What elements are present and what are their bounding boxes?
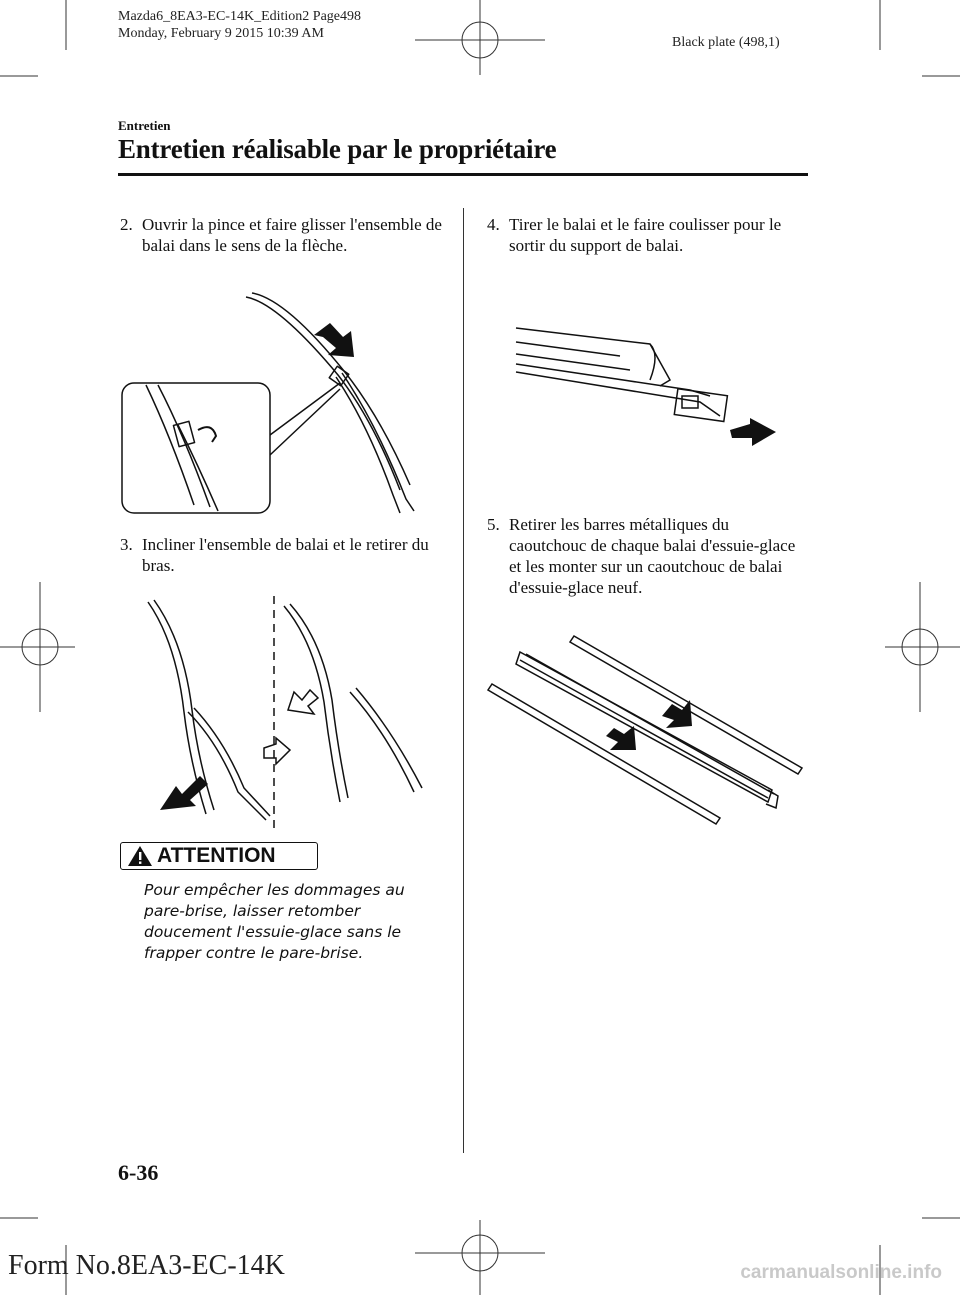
plate-info: Black plate (498,1) (672, 35, 780, 50)
step-2 (120, 214, 450, 256)
step-3 (120, 534, 450, 576)
figure-remove-blade (118, 592, 438, 832)
step-text: Ouvrir la pince et faire glisser l'ensemble de balai dans le sens de la flèche. (142, 215, 442, 255)
step-number: 3. (120, 535, 133, 554)
step-text: Retirer les barres métalliques du caoutchouc de chaque balai d'essuie-glace et les monter sur un caoutchouc de balai d'essuie-glace neuf. (509, 515, 796, 597)
watermark: carmanualsonline.info (740, 1262, 942, 1283)
page-number: 6-36 (118, 1160, 159, 1185)
figure-unclip-blade (118, 285, 438, 525)
date-info: Monday, February 9 2015 10:39 AM (118, 26, 324, 41)
step-number: 4. (487, 215, 500, 234)
step-number: 5. (487, 515, 500, 534)
step-text: Tirer le balai et le faire coulisser pour le sortir du support de balai. (509, 215, 782, 255)
form-number: Form No.8EA3-EC-14K (8, 1250, 285, 1281)
step-5 (487, 514, 807, 598)
attention-box (120, 842, 318, 870)
step-4 (487, 214, 807, 256)
step-text: Incliner l'ensemble de balai et le retirer du bras. (142, 535, 429, 575)
title-rule (118, 173, 808, 176)
attention-text: Pour empêcher les dommages au pare-brise, laisser retomber doucement l'essuie-glace sans le frapper contre le pare-brise. (144, 881, 405, 962)
column-divider (463, 208, 464, 1153)
warning-triangle-icon (127, 845, 153, 867)
page-title: Entretien réalisable par le propriétaire (118, 134, 557, 164)
step-number: 2. (120, 215, 133, 234)
attention-label: ATTENTION (157, 844, 276, 867)
section-label: Entretien (118, 118, 171, 133)
figure-metal-bars (486, 632, 816, 832)
figure-slide-blade (510, 320, 800, 450)
file-info: Mazda6_8EA3-EC-14K_Edition2 Page498 (118, 9, 362, 24)
